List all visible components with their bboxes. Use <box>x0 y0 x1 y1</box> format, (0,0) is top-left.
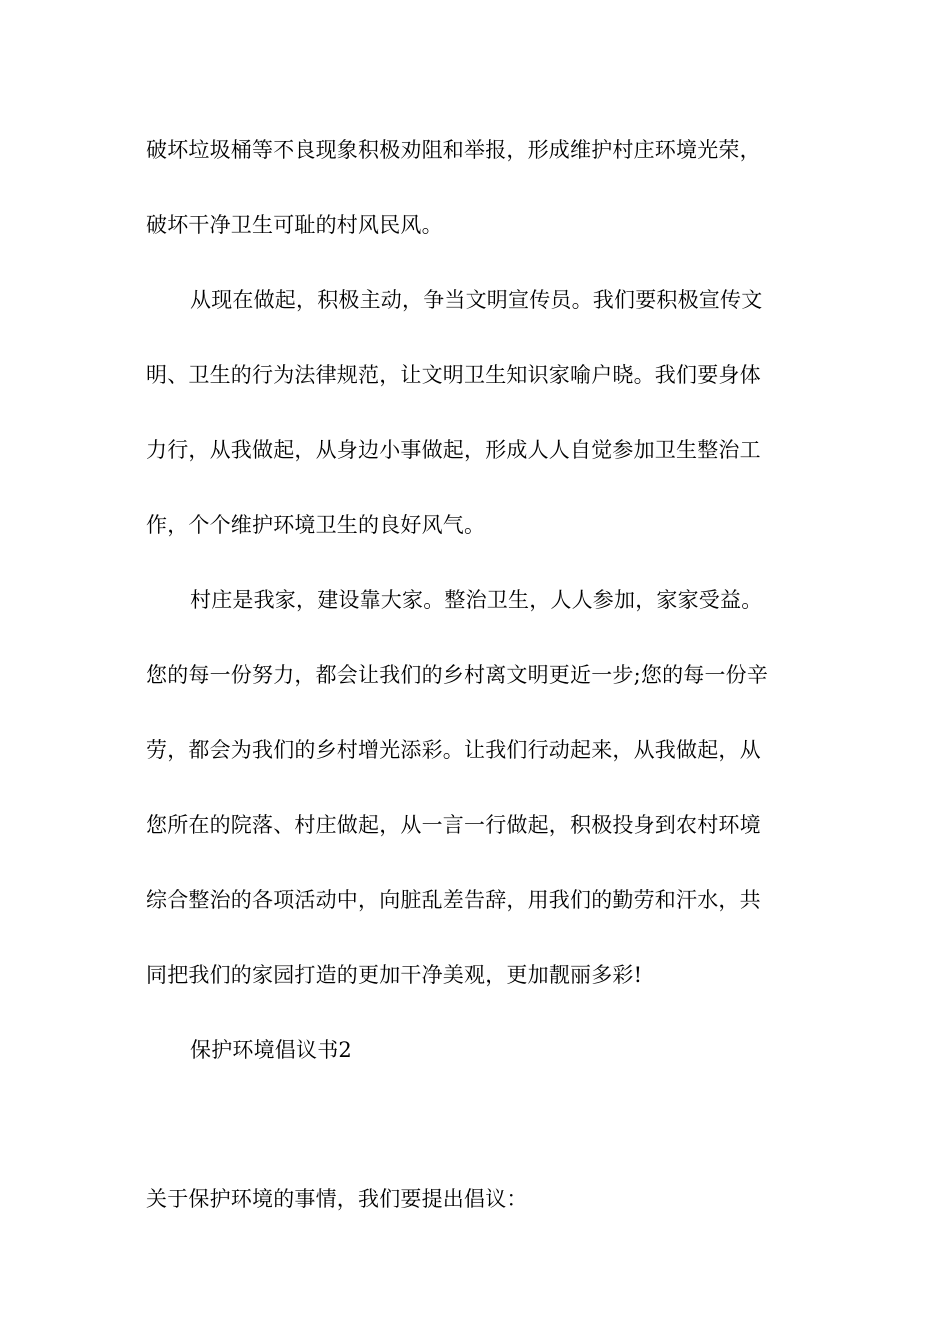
paragraph-line: 您所在的院落、村庄做起，从一言一行做起，积极投身到农村环境 <box>146 813 761 837</box>
paragraph-line: 力行，从我做起，从身边小事做起，形成人人自觉参加卫生整治工 <box>146 438 761 462</box>
section-heading: 保护环境倡议书2 <box>190 1038 352 1062</box>
paragraph-line: 关于保护环境的事情，我们要提出倡议： <box>146 1187 528 1211</box>
paragraph-line: 明、卫生的行为法律规范，让文明卫生知识家喻户晓。我们要身体 <box>146 363 761 387</box>
paragraph-line: 村庄是我家，建设靠大家。整治卫生，人人参加，家家受益。 <box>190 588 763 612</box>
paragraph-line: 综合整治的各项活动中，向脏乱差告辞，用我们的勤劳和汗水，共 <box>146 888 761 912</box>
paragraph-line: 破坏干净卫生可耻的村风民风。 <box>146 213 443 237</box>
paragraph-line: 同把我们的家园打造的更加干净美观，更加靓丽多彩! <box>146 963 643 987</box>
paragraph-line: 作，个个维护环境卫生的良好风气。 <box>146 513 486 537</box>
paragraph-line: 破坏垃圾桶等不良现象积极劝阻和举报，形成维护村庄环境光荣， <box>146 138 761 162</box>
paragraph-line: 从现在做起，积极主动，争当文明宣传员。我们要积极宣传文 <box>190 288 763 312</box>
paragraph-line: 您的每一份努力，都会让我们的乡村离文明更近一步;您的每一份辛 <box>146 663 769 687</box>
paragraph-line: 劳，都会为我们的乡村增光添彩。让我们行动起来，从我做起，从 <box>146 738 761 762</box>
